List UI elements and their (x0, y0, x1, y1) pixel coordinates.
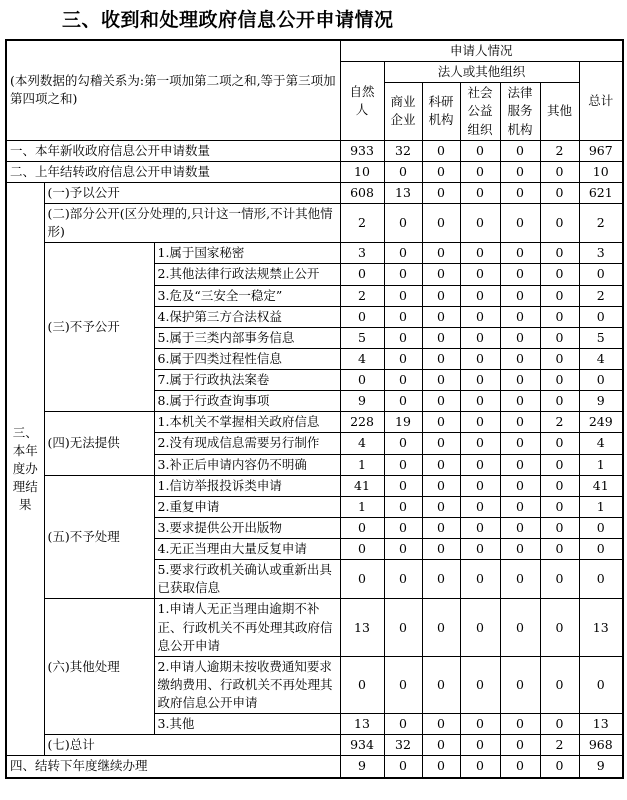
value-cell: 0 (384, 454, 422, 475)
value-cell: 0 (540, 182, 579, 203)
table-row (6, 735, 623, 756)
sub-item-label: 4.无正当理由大量反复申请 (154, 539, 340, 560)
sub-item-label: 2.申请人逾期未按收费通知要求缴纳费用、行政机关不再处理其政府信息公开申请 (154, 656, 340, 713)
value-cell: 0 (540, 370, 579, 391)
value-cell: 0 (540, 285, 579, 306)
table-row (6, 243, 623, 264)
value-cell: 0 (422, 140, 460, 161)
value-cell: 0 (540, 714, 579, 735)
value-cell: 0 (540, 204, 579, 243)
value-cell: 0 (460, 204, 500, 243)
header-org-type-commercial: 商业企业 (384, 83, 422, 140)
table-row (6, 140, 623, 161)
value-cell: 41 (579, 475, 623, 496)
applications-table (5, 39, 624, 779)
value-cell: 5 (340, 327, 384, 348)
value-cell: 10 (579, 161, 623, 182)
value-cell: 0 (540, 454, 579, 475)
category-label: (一)予以公开 (44, 182, 340, 203)
value-cell: 1 (340, 454, 384, 475)
category-label: (二)部分公开(区分处理的,只计这一情形,不计其他情形) (44, 204, 340, 243)
section-title: 三、收到和处理政府信息公开申请情况 (62, 9, 394, 31)
value-cell: 0 (422, 161, 460, 182)
value-cell: 0 (460, 370, 500, 391)
value-cell: 0 (540, 391, 579, 412)
value-cell: 0 (540, 656, 579, 713)
value-cell: 9 (579, 391, 623, 412)
sub-item-label: 1.申请人无正当理由逾期不补正、行政机关不再处理其政府信息公开申请 (154, 599, 340, 656)
value-cell: 4 (340, 348, 384, 369)
value-cell: 0 (540, 433, 579, 454)
value-cell: 0 (384, 560, 422, 599)
value-cell: 0 (540, 264, 579, 285)
header-org-type-research: 科研机构 (422, 83, 460, 140)
value-cell: 1 (579, 496, 623, 517)
value-cell: 0 (340, 370, 384, 391)
value-cell: 0 (340, 306, 384, 327)
value-cell: 0 (384, 285, 422, 306)
value-cell: 0 (384, 243, 422, 264)
value-cell: 0 (500, 327, 540, 348)
value-cell: 0 (460, 496, 500, 517)
value-cell: 0 (384, 327, 422, 348)
value-cell: 0 (460, 433, 500, 454)
value-cell: 0 (422, 182, 460, 203)
value-cell: 0 (500, 756, 540, 778)
table-row (6, 475, 623, 496)
value-cell: 0 (460, 348, 500, 369)
section-row-label: 一、本年新收政府信息公开申请数量 (6, 140, 340, 161)
value-cell: 0 (384, 539, 422, 560)
sub-item-label: 3.要求提供公开出版物 (154, 517, 340, 538)
value-cell: 0 (460, 475, 500, 496)
value-cell: 0 (384, 370, 422, 391)
value-cell: 0 (422, 306, 460, 327)
value-cell: 0 (579, 306, 623, 327)
sub-item-label: 7.属于行政执法案卷 (154, 370, 340, 391)
category-label: (七)总计 (44, 735, 340, 756)
value-cell: 968 (579, 735, 623, 756)
value-cell: 0 (340, 656, 384, 713)
value-cell: 41 (340, 475, 384, 496)
value-cell: 0 (460, 264, 500, 285)
value-cell: 0 (500, 243, 540, 264)
value-cell: 0 (460, 656, 500, 713)
value-cell: 0 (500, 517, 540, 538)
value-cell: 0 (540, 517, 579, 538)
sub-item-label: 3.其他 (154, 714, 340, 735)
value-cell: 0 (460, 306, 500, 327)
value-cell: 1 (579, 454, 623, 475)
value-cell: 0 (384, 496, 422, 517)
value-cell: 0 (540, 161, 579, 182)
value-cell: 0 (500, 433, 540, 454)
header-row-1 (6, 40, 623, 62)
value-cell: 0 (384, 306, 422, 327)
value-cell: 0 (422, 285, 460, 306)
value-cell: 0 (384, 348, 422, 369)
value-cell: 0 (579, 656, 623, 713)
value-cell: 0 (422, 370, 460, 391)
sub-item-label: 8.属于行政查询事项 (154, 391, 340, 412)
value-cell: 0 (384, 517, 422, 538)
value-cell: 10 (340, 161, 384, 182)
value-cell: 0 (500, 714, 540, 735)
sub-item-label: 1.本机关不掌握相关政府信息 (154, 412, 340, 433)
value-cell: 19 (384, 412, 422, 433)
sub-item-label: 2.没有现成信息需要另行制作 (154, 433, 340, 454)
value-cell: 0 (460, 756, 500, 778)
value-cell: 0 (422, 391, 460, 412)
sub-item-label: 6.属于四类过程性信息 (154, 348, 340, 369)
value-cell: 0 (384, 756, 422, 778)
value-cell: 0 (422, 735, 460, 756)
value-cell: 0 (500, 264, 540, 285)
value-cell: 0 (384, 161, 422, 182)
category-label: (三)不予公开 (44, 243, 154, 412)
value-cell: 0 (500, 412, 540, 433)
value-cell: 0 (540, 599, 579, 656)
value-cell: 32 (384, 140, 422, 161)
value-cell: 0 (422, 714, 460, 735)
value-cell: 0 (460, 454, 500, 475)
value-cell: 13 (579, 714, 623, 735)
sub-item-label: 3.补正后申请内容仍不明确 (154, 454, 340, 475)
value-cell: 4 (340, 433, 384, 454)
table-row (6, 182, 623, 203)
value-cell: 621 (579, 182, 623, 203)
header-org-type-public-welfare: 社会公益组织 (460, 83, 500, 140)
value-cell: 0 (500, 475, 540, 496)
table-row (6, 161, 623, 182)
value-cell: 3 (579, 243, 623, 264)
value-cell: 0 (422, 496, 460, 517)
header-applicant-situation: 申请人情况 (340, 40, 623, 62)
value-cell: 0 (460, 161, 500, 182)
sub-item-label: 2.其他法律行政法规禁止公开 (154, 264, 340, 285)
value-cell: 2 (540, 140, 579, 161)
value-cell: 0 (422, 560, 460, 599)
value-cell: 0 (500, 306, 540, 327)
value-cell: 0 (422, 539, 460, 560)
value-cell: 32 (384, 735, 422, 756)
value-cell: 0 (500, 370, 540, 391)
value-cell: 0 (460, 517, 500, 538)
value-cell: 0 (540, 348, 579, 369)
value-cell: 0 (422, 243, 460, 264)
value-cell: 0 (579, 517, 623, 538)
value-cell: 0 (384, 433, 422, 454)
value-cell: 0 (540, 475, 579, 496)
value-cell: 0 (422, 454, 460, 475)
value-cell: 0 (460, 182, 500, 203)
value-cell: 0 (579, 370, 623, 391)
value-cell: 0 (422, 517, 460, 538)
value-cell: 228 (340, 412, 384, 433)
value-cell: 2 (340, 285, 384, 306)
value-cell: 0 (540, 756, 579, 778)
value-cell: 0 (460, 560, 500, 599)
sub-item-label: 5.要求行政机关确认或重新出具已获取信息 (154, 560, 340, 599)
value-cell: 0 (384, 475, 422, 496)
value-cell: 0 (460, 735, 500, 756)
value-cell: 0 (500, 454, 540, 475)
value-cell: 0 (384, 391, 422, 412)
header-org-type-other: 其他 (540, 83, 579, 140)
value-cell: 0 (460, 714, 500, 735)
table-row (6, 412, 623, 433)
value-cell: 0 (460, 599, 500, 656)
value-cell: 0 (579, 539, 623, 560)
section-row-label: 二、上年结转政府信息公开申请数量 (6, 161, 340, 182)
value-cell: 0 (500, 656, 540, 713)
header-total: 总计 (579, 62, 623, 141)
value-cell: 0 (500, 161, 540, 182)
value-cell: 0 (540, 306, 579, 327)
value-cell: 0 (422, 475, 460, 496)
category-label: (六)其他处理 (44, 599, 154, 735)
value-cell: 0 (500, 140, 540, 161)
value-cell: 0 (540, 560, 579, 599)
value-cell: 0 (422, 412, 460, 433)
header-org-type-legal-service: 法律服务机构 (500, 83, 540, 140)
value-cell: 2 (579, 204, 623, 243)
value-cell: 5 (579, 327, 623, 348)
value-cell: 967 (579, 140, 623, 161)
value-cell: 0 (340, 517, 384, 538)
section-row-label: 四、结转下年度继续办理 (6, 756, 340, 778)
value-cell: 0 (500, 391, 540, 412)
value-cell: 0 (340, 264, 384, 285)
header-natural-person: 自然人 (340, 62, 384, 141)
value-cell: 2 (340, 204, 384, 243)
sub-item-label: 2.重复申请 (154, 496, 340, 517)
value-cell: 0 (384, 264, 422, 285)
value-cell: 0 (540, 243, 579, 264)
value-cell: 0 (500, 285, 540, 306)
value-cell: 0 (460, 412, 500, 433)
value-cell: 0 (500, 599, 540, 656)
value-cell: 9 (579, 756, 623, 778)
value-cell: 0 (500, 735, 540, 756)
value-cell: 0 (500, 348, 540, 369)
value-cell: 0 (500, 496, 540, 517)
value-cell: 0 (460, 243, 500, 264)
sub-item-label: 1.属于国家秘密 (154, 243, 340, 264)
value-cell: 0 (500, 182, 540, 203)
value-cell: 0 (384, 204, 422, 243)
value-cell: 0 (500, 204, 540, 243)
value-cell: 2 (579, 285, 623, 306)
value-cell: 0 (422, 204, 460, 243)
value-cell: 0 (500, 539, 540, 560)
value-cell: 0 (460, 327, 500, 348)
value-cell: 0 (422, 756, 460, 778)
value-cell: 0 (460, 140, 500, 161)
value-cell: 0 (422, 264, 460, 285)
sub-item-label: 3.危及“三安全一稳定” (154, 285, 340, 306)
sub-item-label: 4.保护第三方合法权益 (154, 306, 340, 327)
value-cell: 0 (579, 560, 623, 599)
value-cell: 0 (460, 539, 500, 560)
category-label: (五)不予处理 (44, 475, 154, 599)
table-row (6, 204, 623, 243)
value-cell: 0 (540, 327, 579, 348)
table-row (6, 756, 623, 778)
table-body (6, 140, 623, 777)
value-cell: 2 (540, 412, 579, 433)
value-cell: 4 (579, 433, 623, 454)
value-cell: 0 (422, 599, 460, 656)
value-cell: 0 (500, 560, 540, 599)
value-cell: 13 (579, 599, 623, 656)
value-cell: 0 (422, 327, 460, 348)
header-org-group: 法人或其他组织 (384, 62, 579, 83)
value-cell: 9 (340, 391, 384, 412)
value-cell: 0 (384, 599, 422, 656)
value-cell: 608 (340, 182, 384, 203)
value-cell: 0 (460, 391, 500, 412)
value-cell: 0 (422, 656, 460, 713)
value-cell: 13 (384, 182, 422, 203)
value-cell: 0 (422, 348, 460, 369)
value-cell: 0 (384, 656, 422, 713)
value-cell: 13 (340, 714, 384, 735)
value-cell: 0 (340, 560, 384, 599)
value-cell: 4 (579, 348, 623, 369)
result-group-label: 三、本年度办理结果 (6, 182, 44, 756)
value-cell: 1 (340, 496, 384, 517)
value-cell: 0 (540, 496, 579, 517)
value-cell: 934 (340, 735, 384, 756)
value-cell: 0 (579, 264, 623, 285)
sub-item-label: 5.属于三类内部事务信息 (154, 327, 340, 348)
value-cell: 0 (460, 285, 500, 306)
category-label: (四)无法提供 (44, 412, 154, 475)
sub-item-label: 1.信访举报投诉类申请 (154, 475, 340, 496)
value-cell: 9 (340, 756, 384, 778)
table-note: (本列数据的勾稽关系为:第一项加第二项之和,等于第三项加第四项之和) (6, 40, 340, 140)
value-cell: 13 (340, 599, 384, 656)
table-row (6, 599, 623, 656)
value-cell: 0 (384, 714, 422, 735)
value-cell: 2 (540, 735, 579, 756)
value-cell: 249 (579, 412, 623, 433)
value-cell: 0 (340, 539, 384, 560)
value-cell: 0 (422, 433, 460, 454)
value-cell: 933 (340, 140, 384, 161)
value-cell: 0 (540, 539, 579, 560)
value-cell: 3 (340, 243, 384, 264)
